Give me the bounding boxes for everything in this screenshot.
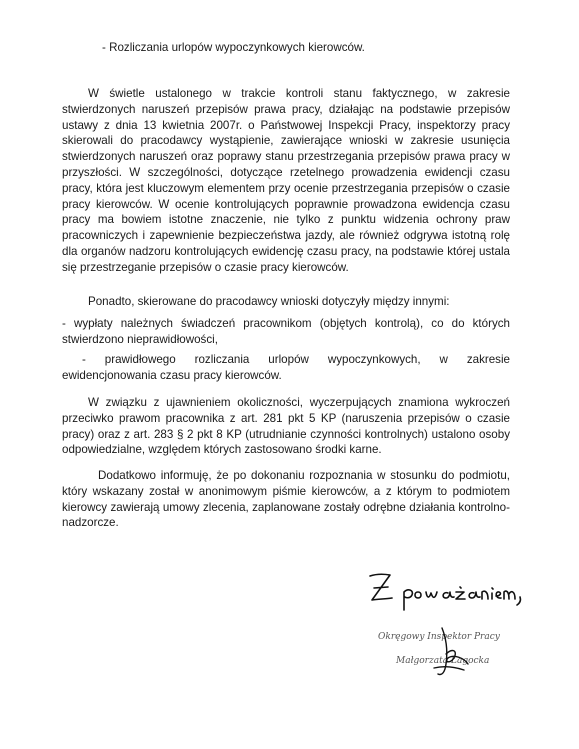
bullet-1-block — [62, 316, 510, 348]
paragraph-2: Ponadto, skierowane do pracodawcy wnioski dotyczyły między innymi: — [88, 295, 450, 308]
handwritten-closing-signature-icon — [364, 566, 534, 614]
signature-stamp — [372, 624, 532, 684]
bullet-2: - prawidłowego rozliczania urlopów wypoczynkowych, w zakresie ewidencjonowania czasu pracy kierowców. — [62, 353, 510, 382]
paragraph-3: W związku z ujawnieniem okoliczności, wyczerpujących znamiona wykroczeń przeciwko prawom pracownika z art. 281 pkt 5 KP (naruszenia przepisów o czasie pracy) oraz z art. 283 § 2 pkt 8 KP (utrudnianie czynności kontrolnych) ustalono osoby odpowiedzialne, względem których zastosowano środki karne. — [62, 396, 510, 457]
intro-line: - Rozliczania urlopów wypoczynkowych kierowców. — [102, 41, 365, 54]
paragraph-1-block — [62, 86, 510, 276]
bullet-1: - wypłaty należnych świadczeń pracownikom (objętych kontrolą), co do których stwierdzono nieprawidłowości, — [62, 317, 510, 346]
bullet-2-block — [62, 352, 510, 384]
stamp-name: Małgorzata Łagocka — [396, 656, 490, 666]
paragraph-4-block — [62, 468, 510, 531]
paragraph-3-block — [62, 395, 510, 458]
paragraph-4: Dodatkowo informuję, że po dokonaniu rozpoznania w stosunku do podmiotu, który wskazany został w anonimowym piśmie kierowców, a z którym to podmiotem kierowcy zawierają umowy zlecenia, zaplanowane zostały odrębne działania kontrolno-nadzorcze. — [62, 469, 510, 530]
stamp-title: Okręgowy Inspektor Pracy — [378, 632, 500, 642]
intro-line-block — [102, 40, 502, 56]
paragraph-2-block — [62, 294, 510, 310]
handwritten-closing — [364, 566, 534, 614]
signature-scribble-icon — [372, 624, 532, 684]
paragraph-1: W świetle ustalonego w trakcie kontroli stanu faktycznego, w zakresie stwierdzonych naruszeń przepisów prawa pracy, działając na podstawie przepisów ustawy z dnia 13 kwietnia 2007r. o Państwowej Inspekcji Pracy, inspektorzy pracy skierowali do pracodawcy wystąpienie, zawierające wnioski w zakresie usunięcia stwierdzonych naruszeń oraz poprawy stanu przestrzegania przepisów prawa pracy w przyszłości. W szczególności, dotyczące rzetelnego prowadzenia ewidencji czasu pracy, która jest kluczowym elementem przy ocenie przestrzegania przepisów o czasie pracy kierowców. W ocenie kontrolujących poprawnie prowadzona ewidencja czasu pracy ma bowiem istotne znaczenie, nie tylko z punktu widzenia ochrony praw pracowniczych i zapewnienie bezpieczeństwa jazdy, ale również odgrywa istotną rolę dla organów nadzoru kontrolujących ewidencję czasu pracy, na podstawie której ustala się przestrzeganie przepisów o czasie pracy kierowców. — [62, 87, 510, 274]
